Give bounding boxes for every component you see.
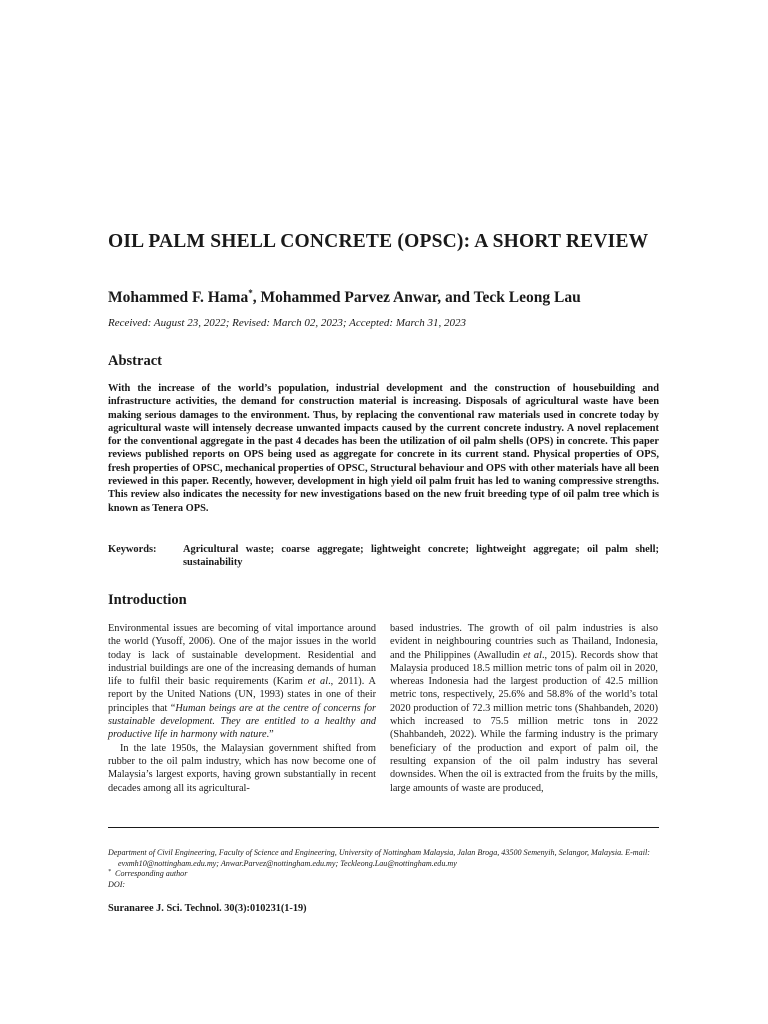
- paragraph: In the late 1950s, the Malaysian government shifted from rubber to the oil palm industry, which has now become one of Malaysia’s largest exports, having grown substantially in recent decades among all its agricultural-: [108, 742, 376, 794]
- body-column-left: [108, 622, 376, 795]
- citation-etal: et al: [307, 676, 329, 688]
- affiliation: Department of Civil Engineering, Faculty of Science and Engineering, University of Nottingham Malaysia, Jalan Broga, 43500 Semenyih, Selangor, Malaysia. E-mail: evxmh10@nottingham.edu.my; Anwar.Parvez@nottingham.edu.my; Teckleong.Lau@nottingham.edu.my: [108, 848, 650, 868]
- abstract-text: With the increase of the world’s population, industrial development and the construction of housebuilding and infrastructure activities, the demand for construction material is increasing. Disposals of agricultural waste have been making serious damages to the environment. Thus, by replacing the conventional raw materials used in concrete today by agricultural waste will intensely decrease unwanted impacts caused by the current concrete industry. A novel replacement for the conventional aggregate in the past 4 decades has been the utilization of oil palm shells (OPS) in concrete. This paper reviews published reports on OPS being used as aggregate for concrete in its current stand. Physical properties of OPS, fresh properties of OPSC, mechanical properties of OPSC, Structural behaviour and OPS with other materials have all been reviewed in this paper. Recently, however, development in high yield oil palm fruit has led to waning compressive strengths. This review also indicates the necessity for new investigations based on the new fruit breeding type of oil palm tree which is known as Tenera OPS.: [108, 383, 659, 514]
- introduction-heading: Introduction: [108, 592, 187, 608]
- abstract-heading: Abstract: [108, 353, 162, 369]
- corresponding-author-mark: *: [248, 288, 253, 298]
- corresponding-mark: *: [108, 869, 111, 876]
- footnotes: [108, 848, 659, 890]
- paragraph-text: ., 2011). A report by the United Nations (UN, 1993) states in one of their principles that “: [108, 676, 376, 714]
- journal-citation: Suranaree J. Sci. Technol. 30(3):010231(1-19): [108, 903, 307, 914]
- paragraph: [108, 622, 376, 742]
- keywords: [108, 543, 659, 570]
- paper-title: OIL PALM SHELL CONCRETE (OPSC): A SHORT REVIEW: [108, 231, 649, 252]
- author-name: Mohammed F. Hama: [108, 289, 249, 306]
- submission-dates: Received: August 23, 2022; Revised: March 02, 2023; Accepted: March 31, 2023: [108, 317, 467, 329]
- corresponding-label: Corresponding author: [115, 869, 188, 879]
- citation-etal: et al: [523, 649, 542, 661]
- corresponding-note: [108, 869, 659, 880]
- paragraph-text: .”: [266, 729, 274, 741]
- keywords-text: Agricultural waste; coarse aggregate; lightweight concrete; lightweight aggregate; oil palm shell; sustainability: [183, 544, 659, 569]
- paragraph: [390, 622, 658, 795]
- author-list: [108, 288, 659, 308]
- body-column-right: [390, 622, 658, 795]
- paragraph-text: Environmental issues are becoming of vital importance around the world (Yusoff, 2006). One of the major issues in the world today is lack of sustainable development. Residential and industrial buildings are one of the increasing demands of human life to fulfil their basic requirements (Karim: [108, 623, 376, 688]
- keywords-label: Keywords:: [108, 544, 157, 555]
- paper-page: [108, 0, 659, 1024]
- paragraph-text: based industries. The growth of oil palm industries is also evident in neighbouring countries such as Thailand, Indonesia, and the Philippines (Awalludin: [390, 623, 658, 661]
- quotation: Human beings are at the centre of concerns for sustainable development. They are entitled to a healthy and productive life in harmony with nature: [108, 702, 376, 741]
- footnote-divider: [108, 827, 659, 828]
- author-names-rest: , Mohammed Parvez Anwar, and Teck Leong Lau: [252, 289, 581, 306]
- doi-line: DOI:: [108, 879, 126, 889]
- paragraph-text: ., 2015). Records show that Malaysia produced 18.5 million metric tons of palm oil in 2020, whereas Indonesia had the largest production of 42.5 million metric tons, respectively, 25.6% and 58.8% of the world’s total 2020 production of 72.3 million metric tons (Shahbandeh, 2020) which increased to 75.5 million metric tons in 2022 (Shahbandeh, 2022). While the farming industry is the primary beneficiary of the production and export of palm oil, the resulting expansion of the oil palm industry has several downsides. When the oil is extracted from the fruits by the mills, large amounts of waste are produced,: [390, 649, 658, 794]
